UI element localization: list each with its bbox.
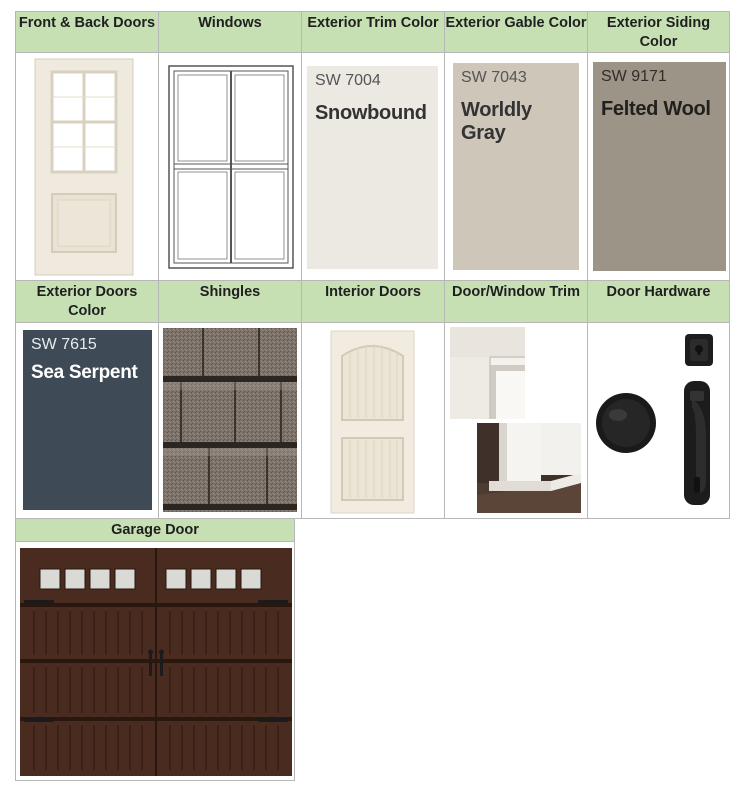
front-door-image bbox=[34, 58, 134, 276]
header-exterior-doors-color: Exterior Doors Color bbox=[15, 280, 159, 323]
cell-exterior-doors-color bbox=[15, 322, 159, 519]
cell-interior-doors bbox=[301, 322, 445, 519]
cell-garage-door bbox=[15, 541, 295, 781]
header-exterior-trim-color: Exterior Trim Color bbox=[301, 11, 445, 53]
cell-windows bbox=[158, 52, 302, 281]
handleset-image bbox=[676, 377, 718, 509]
shingles-image bbox=[163, 328, 297, 512]
paint-name: Worldly Gray bbox=[461, 99, 532, 144]
garage-door-image bbox=[20, 548, 292, 776]
deadbolt-image bbox=[684, 333, 714, 367]
trim-corner-image bbox=[450, 327, 525, 419]
cell-exterior-gable-color bbox=[444, 52, 588, 281]
header-front-back-doors: Front & Back Doors bbox=[15, 11, 159, 53]
paint-code: SW 7615 bbox=[31, 336, 97, 353]
paint-name: Felted Wool bbox=[601, 98, 711, 120]
header-shingles: Shingles bbox=[158, 280, 302, 323]
header-interior-doors: Interior Doors bbox=[301, 280, 445, 323]
paint-name: Snowbound bbox=[315, 102, 427, 124]
paint-swatch-felted-wool bbox=[593, 62, 726, 271]
paint-code: SW 9171 bbox=[601, 68, 667, 85]
interior-door-image bbox=[330, 330, 415, 514]
baseboard-trim-image bbox=[477, 423, 581, 513]
paint-name: Sea Serpent bbox=[31, 362, 138, 383]
header-door-hardware: Door Hardware bbox=[587, 280, 730, 323]
paint-swatch-worldly-gray bbox=[453, 63, 579, 270]
paint-code: SW 7004 bbox=[315, 72, 381, 89]
cell-door-window-trim bbox=[444, 322, 588, 519]
paint-swatch-snowbound bbox=[307, 66, 438, 269]
header-garage-door: Garage Door bbox=[15, 518, 295, 542]
paint-code: SW 7043 bbox=[461, 69, 527, 86]
cell-shingles bbox=[158, 322, 302, 519]
paint-swatch-sea-serpent bbox=[23, 330, 152, 510]
header-exterior-gable-color: Exterior Gable Color bbox=[444, 11, 588, 53]
cell-exterior-trim-color bbox=[301, 52, 445, 281]
header-door-window-trim: Door/Window Trim bbox=[444, 280, 588, 323]
header-windows: Windows bbox=[158, 11, 302, 53]
cell-door-hardware bbox=[587, 322, 730, 519]
door-knob-image bbox=[594, 391, 658, 455]
window-image bbox=[168, 65, 294, 269]
cell-front-back-doors bbox=[15, 52, 159, 281]
cell-exterior-siding-color bbox=[587, 52, 730, 281]
header-exterior-siding-color: Exterior Siding Color bbox=[587, 11, 730, 53]
